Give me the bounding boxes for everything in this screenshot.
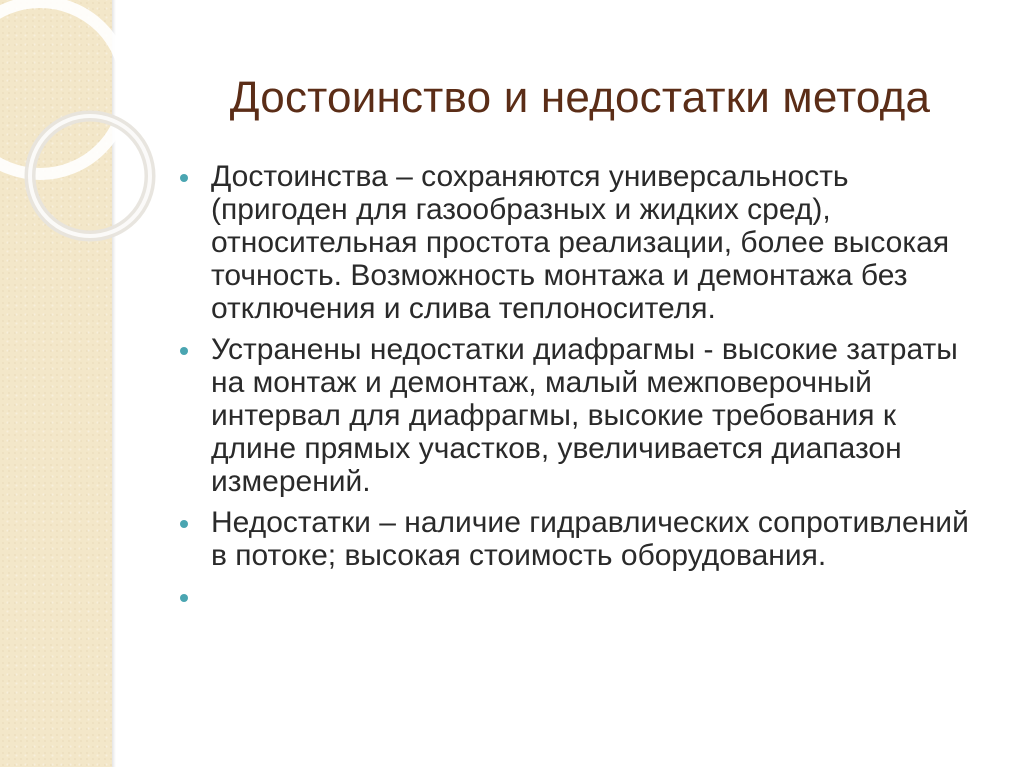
sidebar-edge-shadow — [112, 0, 116, 767]
bullet-item-disadvantages — [180, 506, 980, 572]
bullet-item-empty — [180, 580, 980, 613]
slide-title: Достоинство и недостатки метода — [229, 73, 931, 122]
bullet-text: Недостатки – наличие гидравлических сопротивлений в потоке; высокая стоимость оборудования. — [211, 506, 969, 572]
bullet-item-advantages — [180, 160, 980, 325]
round-dot-icon — [180, 520, 188, 528]
sidebar-band — [0, 0, 112, 767]
round-dot-icon — [180, 174, 188, 182]
bullet-text: Устранены недостатки диафрагмы - высокие затраты на монтаж и демонтаж, малый межповерочный интервал для диафрагмы, высокие требования к длине прямых участков, увеличивается диапазон измерений. — [211, 333, 958, 498]
bullet-list — [180, 160, 980, 621]
round-dot-icon — [180, 347, 188, 355]
bullet-text: Достоинства – сохраняются универсальность (пригоден для газообразных и жидких сред), относительная простота реализации, более высокая точность. Возможность монтажа и демонтажа без отключения и слива теплоносителя. — [211, 160, 950, 325]
round-dot-icon — [180, 594, 188, 602]
bullet-item-eliminated-drawbacks — [180, 333, 980, 498]
